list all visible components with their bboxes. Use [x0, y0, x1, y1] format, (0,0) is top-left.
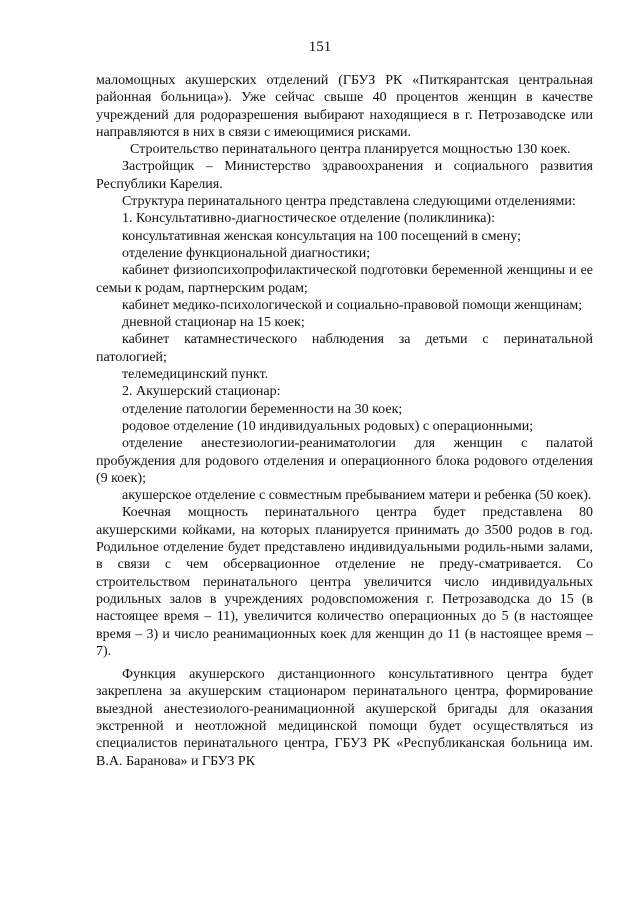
paragraph-remote-consultation: Функция акушерского дистанционного консультативного центра будет закреплена за акушерским стационаром перинатального центра, формирование выездной анестезиолого-реанимационной акушерской бригады для оказания экстренной и неотложной медицинской помощи будет осуществляться из специалистов перинатального центра, ГБУЗ РК «Республиканская больница им. В.А. Баранова» и ГБУЗ РК: [96, 667, 593, 769]
list-item-telemedicine: телемедицинский пункт.: [122, 367, 269, 383]
list-item-follow-up-office: кабинет катамнестического наблюдения за детьми с перинатальной патологией;: [96, 332, 593, 365]
page-number: 151: [308, 39, 332, 55]
list-heading-consultative-department: 1. Консультативно-диагностическое отделение (поликлиника):: [122, 211, 495, 227]
paragraph-structure-intro: Структура перинатального центра представлена следующими отделениями:: [122, 194, 576, 210]
page-body: [96, 72, 593, 770]
list-item-maternity-department: родовое отделение (10 индивидуальных родовых) с операционными;: [122, 418, 534, 434]
list-item-psychoprophylaxis-office: кабинет физиопсихопрофилактической подготовки беременной женщины и ее семьи к родам, партнерским родам;: [96, 263, 593, 296]
list-item-womens-consultation: консультативная женская консультация на 100 посещений в смену;: [122, 228, 521, 244]
list-item-pregnancy-pathology: отделение патологии беременности на 30 коек;: [122, 401, 403, 417]
paragraph-bed-capacity: Коечная мощность перинатального центра будет представлена 80 акушерскими койками, на которых планируется принимать до 3500 родов в год. Родильное отделение будет представлено индивидуальными родиль-ными залами, в связи с чем обсервационное отделение не преду-сматривается. Со строительством перинатального центра увеличится число индивидуальных родильных залов в учреждениях родовспоможения г. Петрозаводска до 15 (в настоящее время – 11), увеличится количество операционных до 5 (в настоящее время – 3) и число реанимационных коек для женщин до 11 (в настоящее время – 7).: [96, 505, 593, 659]
paragraph-developer: Застройщик – Министерство здравоохранения и социального развития Республики Карелия.: [96, 159, 593, 192]
list-item-anesthesiology: отделение анестезиологии-реаниматологии для женщин с палатой пробуждения для родового отделения и операционного блока родового отделения (9 коек);: [96, 436, 593, 486]
paragraph-hospitals-continued: маломощных акушерских отделений (ГБУЗ РК «Питкярантская центральная районная больница»). Уже сейчас свыше 40 процентов женщин в качестве учреждений для родоразрешения выбирают находящиеся в г. Петрозаводске или направляются в них в связи с имеющимися рисками.: [96, 73, 593, 140]
paragraph-construction-capacity: Строительство перинатального центра планируется мощностью 130 коек.: [130, 142, 571, 158]
list-item-functional-diagnostics: отделение функциональной диагностики;: [122, 245, 371, 261]
list-item-day-hospital: дневной стационар на 15 коек;: [122, 315, 305, 331]
list-heading-obstetric-hospital: 2. Акушерский стационар:: [122, 384, 281, 400]
list-item-mother-child-department: акушерское отделение с совместным пребыванием матери и ребенка (50 коек).: [122, 488, 592, 504]
list-item-psychological-legal-office: кабинет медико-психологической и социально-правовой помощи женщинам;: [122, 297, 583, 313]
